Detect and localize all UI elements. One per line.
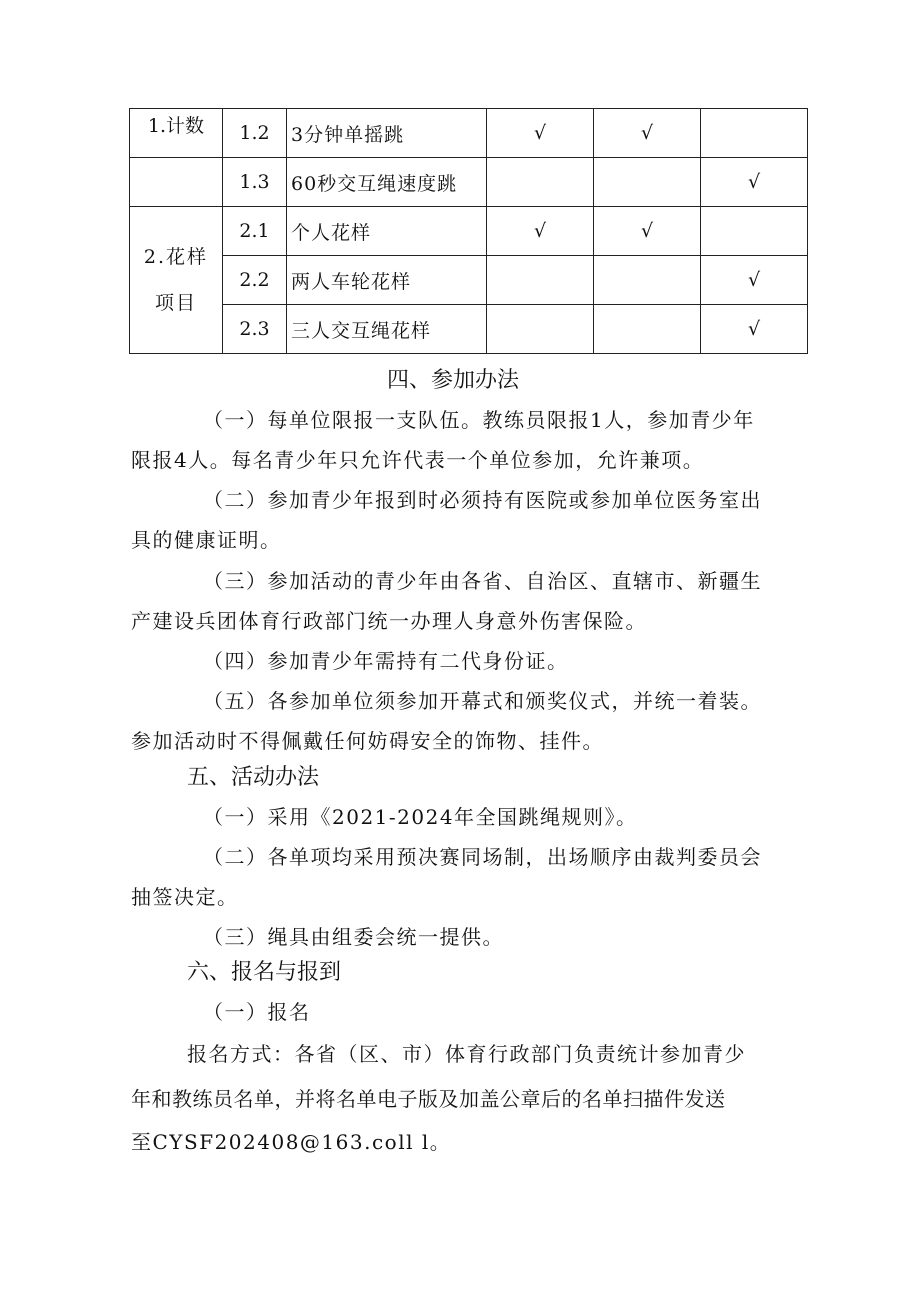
paragraph-line: （一）报名 [203,1000,311,1024]
paragraph-line: 产建设兵团体育行政部门统一办理人身意外伤害保险。 [131,609,647,633]
section-heading: 五、活动办法 [187,765,320,790]
paragraph-line: （二）各单项均采用预决赛同场制，出场顺序由裁判委员会 [203,845,762,869]
check-cell [487,158,594,207]
check-cell: √ [701,256,808,305]
paragraph-line: （四）参加青少年需持有二代身份证。 [203,649,569,673]
paragraph-line: 报名方式：各省（区、市）体育行政部门负责统计参加青少 [187,1042,746,1066]
category-cell [130,158,223,207]
check-cell: √ [701,158,808,207]
table-row [130,158,808,207]
paragraph-line: 抽签决定。 [131,885,239,909]
check-cell [487,305,594,354]
paragraph-line: （二）参加青少年报到时必须持有医院或参加单位医务室出 [203,488,762,512]
event-name: 两人车轮花样 [287,256,487,305]
event-number: 2.3 [223,305,287,354]
paragraph-line: （三）参加活动的青少年由各省、自治区、直辖市、新疆生 [203,569,762,593]
check-cell [594,305,701,354]
category-label: 项目 [154,292,197,314]
category-label: 2.花样 [143,246,209,268]
event-number: 2.2 [223,256,287,305]
paragraph-line: （五）各参加单位须参加开幕式和颁奖仪式，并统一着装。 [203,689,762,713]
check-cell: √ [487,207,594,256]
table-row [130,207,808,256]
check-cell: √ [487,109,594,158]
check-cell [594,256,701,305]
check-cell: √ [701,305,808,354]
category-label: 1.计数 [147,114,205,137]
paragraph-line: （三）绳具由组委会统一提供。 [203,925,504,949]
event-number: 1.2 [223,109,287,158]
paragraph-line: 限报4人。每名青少年只允许代表一个单位参加，允许兼项。 [131,448,705,472]
paragraph-line: （一）每单位限报一支队伍。教练员限报1人，参加青少年 [203,408,755,432]
event-name: 3分钟单摇跳 [287,109,487,158]
section-heading: 六、报名与报到 [187,960,342,985]
event-number: 2.1 [223,207,287,256]
event-name: 60秒交互绳速度跳 [287,158,487,207]
section-heading: 四、参加办法 [387,368,520,393]
table-row [130,305,808,354]
events-table [129,108,808,354]
check-cell [701,207,808,256]
check-cell [594,158,701,207]
event-number: 1.3 [223,158,287,207]
category-cell [130,207,223,354]
check-cell [701,109,808,158]
paragraph-line: 具的健康证明。 [131,528,282,552]
check-cell: √ [594,109,701,158]
check-cell: √ [594,207,701,256]
event-name: 三人交互绳花样 [287,305,487,354]
paragraph-line: 至CYSF202408@163.coll l。 [131,1130,452,1154]
paragraph-line: 参加活动时不得佩戴任何妨碍安全的饰物、挂件。 [131,729,604,753]
event-name: 个人花样 [287,207,487,256]
paragraph-line: （一）采用《2021-2024年全国跳绳规则》。 [203,805,638,829]
category-cell [130,109,223,158]
table-row [130,109,808,158]
table-row [130,256,808,305]
check-cell [487,256,594,305]
paragraph-line: 年和教练员名单，并将名单电子版及加盖公章后的名单扫描件发送 [131,1087,726,1111]
